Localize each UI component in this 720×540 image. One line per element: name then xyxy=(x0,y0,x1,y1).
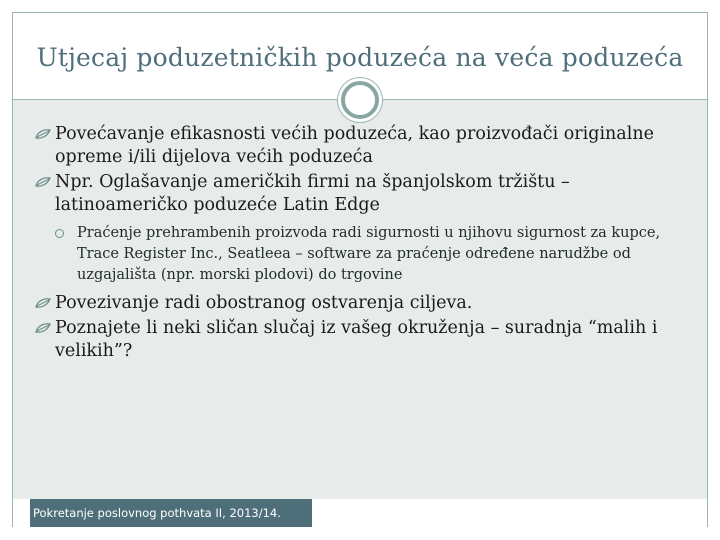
slide xyxy=(12,12,708,527)
circle-bullet-icon xyxy=(55,229,64,238)
leaf-bullet-icon xyxy=(35,128,51,140)
bullet-item xyxy=(35,171,695,217)
leaf-bullet-icon xyxy=(35,176,51,188)
bullet-text: Povezivanje radi obostranog ostvarenja ciljeva. xyxy=(55,293,473,313)
slide-title: Utjecaj poduzetničkih poduzeća na veća poduzeća xyxy=(36,43,684,72)
leaf-bullet-icon xyxy=(35,322,51,334)
bullet-item xyxy=(35,123,695,169)
leaf-bullet-icon xyxy=(35,297,51,309)
ring-ornament-icon xyxy=(341,81,379,119)
bullet-text: Povećavanje efikasnosti većih poduzeća, kao proizvođači originalne opreme i/ili dijelova većih poduzeća xyxy=(55,124,654,167)
bullet-list xyxy=(35,123,695,365)
bullet-text: Npr. Oglašavanje američkih firmi na španjolskom tržištu – latinoameričko poduzeće Latin Edge xyxy=(55,172,570,215)
footer-text: Pokretanje poslovnog pothvata II, 2013/14. xyxy=(33,506,281,520)
bullet-item xyxy=(35,292,695,315)
sub-bullet-text: Praćenje prehrambenih proizvoda radi sigurnosti u njihovu sigurnost za kupce, Trace Register Inc., Seatleea – software za praćenje određene narudžbe od uzgajališta (npr. morski plodovi) do trgovine xyxy=(77,225,661,283)
bullet-item xyxy=(35,317,695,363)
bullet-text: Poznajete li neki sličan slučaj iz vašeg okruženja – suradnja “malih i velikih”? xyxy=(55,318,658,361)
sub-bullet-item xyxy=(35,223,695,286)
